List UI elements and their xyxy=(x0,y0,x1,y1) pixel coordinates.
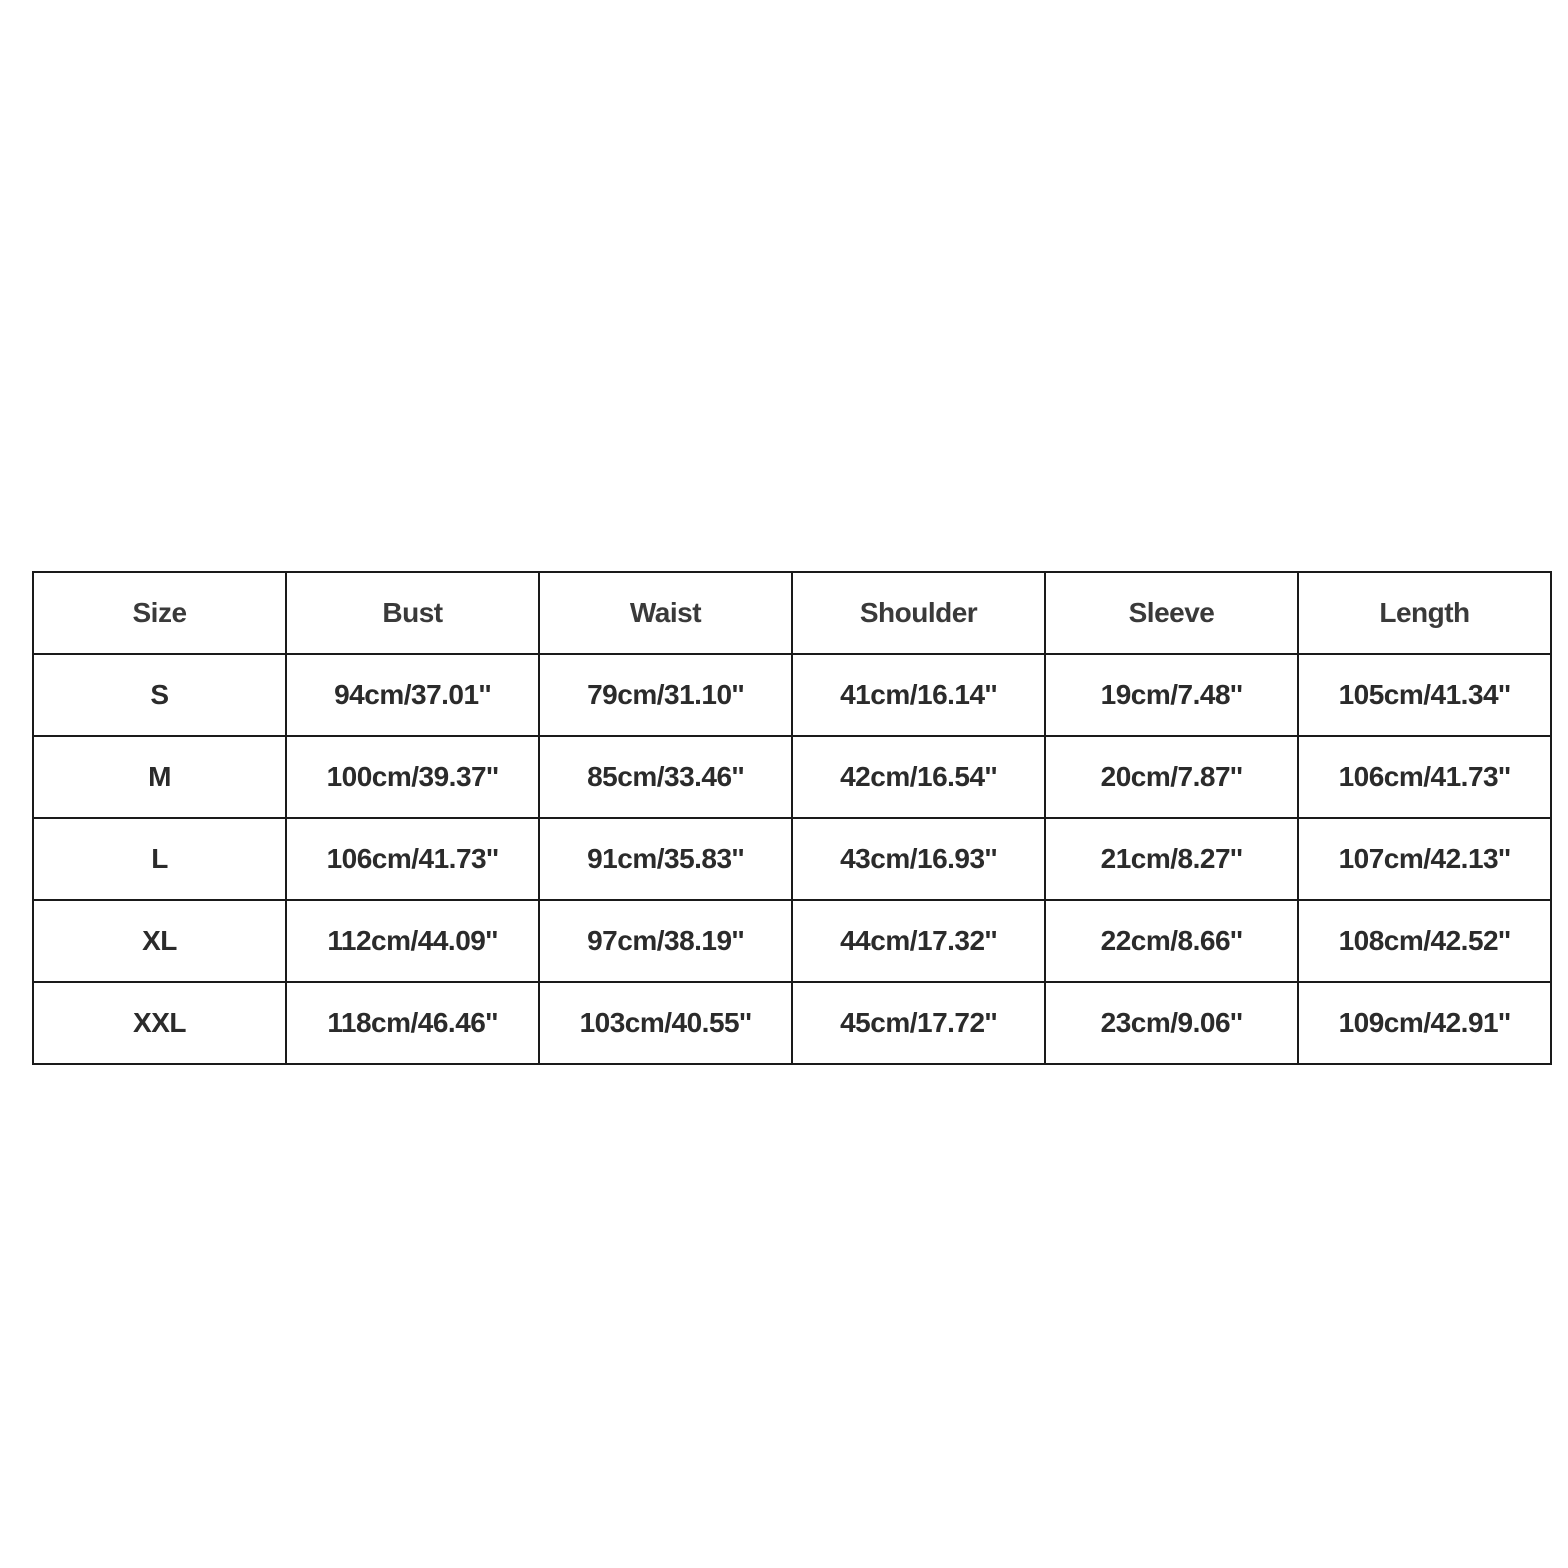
cell-sleeve: 20cm/7.87'' xyxy=(1045,736,1298,818)
cell-bust: 112cm/44.09'' xyxy=(286,900,539,982)
table-row xyxy=(33,736,1551,818)
cell-shoulder: 42cm/16.54'' xyxy=(792,736,1045,818)
header-shoulder: Shoulder xyxy=(792,572,1045,654)
cell-length: 108cm/42.52'' xyxy=(1298,900,1551,982)
cell-length: 105cm/41.34'' xyxy=(1298,654,1551,736)
header-length: Length xyxy=(1298,572,1551,654)
cell-shoulder: 44cm/17.32'' xyxy=(792,900,1045,982)
cell-bust: 106cm/41.73'' xyxy=(286,818,539,900)
cell-size: L xyxy=(33,818,286,900)
cell-bust: 94cm/37.01'' xyxy=(286,654,539,736)
cell-sleeve: 22cm/8.66'' xyxy=(1045,900,1298,982)
cell-shoulder: 45cm/17.72'' xyxy=(792,982,1045,1064)
cell-size: XL xyxy=(33,900,286,982)
cell-shoulder: 43cm/16.93'' xyxy=(792,818,1045,900)
cell-length: 107cm/42.13'' xyxy=(1298,818,1551,900)
table-row xyxy=(33,818,1551,900)
cell-waist: 91cm/35.83'' xyxy=(539,818,792,900)
cell-shoulder: 41cm/16.14'' xyxy=(792,654,1045,736)
cell-size: S xyxy=(33,654,286,736)
cell-waist: 85cm/33.46'' xyxy=(539,736,792,818)
table-row xyxy=(33,900,1551,982)
cell-size: XXL xyxy=(33,982,286,1064)
table-row xyxy=(33,654,1551,736)
header-bust: Bust xyxy=(286,572,539,654)
table-header-row xyxy=(33,572,1551,654)
header-size: Size xyxy=(33,572,286,654)
cell-waist: 103cm/40.55'' xyxy=(539,982,792,1064)
cell-length: 106cm/41.73'' xyxy=(1298,736,1551,818)
cell-size: M xyxy=(33,736,286,818)
cell-bust: 100cm/39.37'' xyxy=(286,736,539,818)
cell-length: 109cm/42.91'' xyxy=(1298,982,1551,1064)
cell-sleeve: 21cm/8.27'' xyxy=(1045,818,1298,900)
cell-waist: 97cm/38.19'' xyxy=(539,900,792,982)
header-waist: Waist xyxy=(539,572,792,654)
cell-sleeve: 19cm/7.48'' xyxy=(1045,654,1298,736)
size-chart-table xyxy=(32,571,1552,1065)
header-sleeve: Sleeve xyxy=(1045,572,1298,654)
cell-bust: 118cm/46.46'' xyxy=(286,982,539,1064)
table-row xyxy=(33,982,1551,1064)
cell-sleeve: 23cm/9.06'' xyxy=(1045,982,1298,1064)
cell-waist: 79cm/31.10'' xyxy=(539,654,792,736)
